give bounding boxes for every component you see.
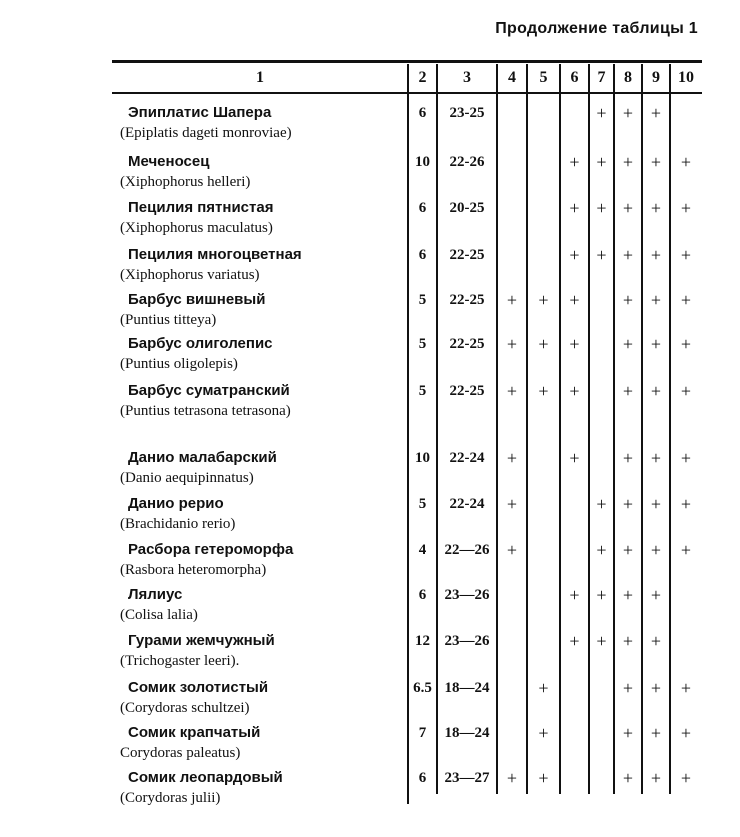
mark-cell (589, 334, 614, 354)
species-name (120, 152, 251, 192)
species-russian-name: Гурами жемчужный (128, 632, 275, 649)
mark-cell: + (538, 290, 549, 310)
species-name (120, 198, 274, 238)
species-name (120, 585, 198, 625)
size-cell: 10 (415, 450, 430, 466)
size-cell: 6 (418, 200, 427, 216)
column-header: 10 (678, 69, 694, 86)
mark-cell (497, 245, 527, 265)
mark-cell: + (680, 245, 692, 265)
mark-cell: + (680, 448, 692, 468)
species-name (120, 334, 273, 374)
mark-cell (497, 152, 527, 172)
temperature-cell: 23—26 (444, 633, 490, 649)
species-name (120, 540, 294, 580)
species-latin-name: (Corydoras schultzei) (120, 700, 250, 716)
species-russian-name: Пецилия пятнистая (128, 199, 274, 216)
mark-cell: + (596, 198, 607, 218)
mark-cell: + (569, 381, 580, 401)
mark-cell (527, 448, 560, 468)
mark-cell (589, 381, 614, 401)
mark-cell: + (622, 198, 634, 218)
species-name (120, 381, 291, 421)
mark-cell: + (680, 768, 692, 788)
mark-cell: + (569, 198, 580, 218)
mark-cell: + (596, 245, 607, 265)
mark-cell (527, 631, 560, 651)
mark-cell (589, 768, 614, 788)
size-cell: 6.5 (413, 680, 432, 696)
size-cell: 5 (418, 292, 427, 308)
species-russian-name: Барбус суматранский (128, 382, 290, 399)
mark-cell: + (569, 448, 580, 468)
mark-cell (527, 103, 560, 123)
mark-cell: + (538, 381, 549, 401)
species-latin-name: (Colisa lalia) (120, 607, 198, 623)
column-header: 1 (256, 69, 264, 86)
column-header: 3 (463, 69, 471, 86)
species-latin-name: (Xiphophorus variatus) (120, 267, 260, 283)
mark-cell: + (650, 768, 662, 788)
species-latin-name: (Epiplatis dageti monroviae) (120, 125, 292, 141)
mark-cell: + (650, 381, 662, 401)
mark-cell (497, 585, 527, 605)
column-header: 9 (652, 69, 660, 86)
mark-cell: + (596, 631, 607, 651)
mark-cell (670, 631, 702, 651)
species-latin-name: (Rasbora heteromorpha) (120, 562, 267, 578)
mark-cell: + (569, 245, 580, 265)
species-name (120, 768, 283, 808)
mark-cell: + (650, 585, 662, 605)
mark-cell: + (569, 152, 580, 172)
column-header: 7 (597, 69, 606, 86)
column-header: 5 (539, 69, 548, 86)
mark-cell: + (680, 334, 692, 354)
species-name (120, 448, 277, 488)
mark-cell: + (650, 678, 662, 698)
mark-cell: + (596, 494, 607, 514)
size-cell: 5 (418, 383, 427, 399)
mark-cell: + (680, 494, 692, 514)
mark-cell (497, 198, 527, 218)
temperature-cell: 22-25 (449, 336, 485, 352)
mark-cell (497, 723, 527, 743)
temperature-cell: 22-25 (449, 383, 485, 399)
species-russian-name: Меченосец (128, 153, 210, 170)
mark-cell: + (506, 381, 518, 401)
species-latin-name: Corydoras paleatus) (120, 745, 241, 761)
mark-cell: + (680, 381, 692, 401)
mark-cell (670, 103, 702, 123)
mark-cell: + (650, 723, 662, 743)
mark-cell: + (650, 448, 662, 468)
species-latin-name: (Brachidanio rerio) (120, 516, 236, 532)
species-russian-name: Пецилия многоцветная (128, 246, 302, 263)
mark-cell (497, 678, 527, 698)
species-name (120, 631, 275, 671)
temperature-cell: 22-25 (449, 292, 485, 308)
mark-cell (670, 585, 702, 605)
species-russian-name: Расбора гетероморфа (128, 541, 294, 558)
species-name (120, 103, 292, 143)
species-name (120, 678, 269, 718)
mark-cell: + (596, 152, 607, 172)
mark-cell (589, 448, 614, 468)
size-cell: 6 (418, 770, 427, 786)
mark-cell: + (506, 768, 518, 788)
mark-cell: + (622, 381, 634, 401)
size-cell: 6 (418, 247, 427, 263)
mark-cell: + (506, 540, 518, 560)
temperature-cell: 22—26 (444, 542, 490, 558)
column-header: 2 (418, 69, 427, 86)
mark-cell: + (569, 631, 580, 651)
mark-cell: + (622, 585, 634, 605)
species-latin-name: (Puntius oligolepis) (120, 356, 238, 372)
species-russian-name: Сомик крапчатый (128, 724, 261, 741)
mark-cell: + (680, 540, 692, 560)
mark-cell: + (596, 540, 607, 560)
mark-cell: + (680, 678, 692, 698)
species-latin-name: (Xiphophorus maculatus) (120, 220, 273, 236)
mark-cell: + (538, 768, 549, 788)
mark-cell: + (650, 290, 662, 310)
temperature-cell: 18—24 (444, 680, 490, 696)
mark-cell: + (650, 494, 662, 514)
temperature-cell: 20-25 (449, 200, 485, 216)
mark-cell (527, 494, 560, 514)
column-header: 6 (570, 69, 579, 86)
size-cell: 4 (418, 542, 427, 558)
species-name (120, 290, 266, 330)
mark-cell (560, 723, 589, 743)
temperature-cell: 22-25 (449, 247, 485, 263)
species-russian-name: Сомик золотистый (128, 679, 269, 696)
table-top-rule (112, 60, 702, 63)
size-cell: 7 (418, 725, 427, 741)
size-cell: 12 (415, 633, 430, 649)
mark-cell: + (596, 585, 607, 605)
mark-cell: + (596, 103, 607, 123)
species-latin-name: (Trichogaster leeri). (120, 653, 240, 669)
mark-cell (560, 768, 589, 788)
species-name (120, 494, 236, 534)
species-latin-name: (Xiphophorus helleri) (120, 174, 251, 190)
species-latin-name: (Corydoras julii) (120, 790, 221, 806)
temperature-cell: 18—24 (444, 725, 490, 741)
mark-cell (589, 678, 614, 698)
table-caption: Продолжение таблицы 1 (495, 20, 698, 37)
mark-cell: + (622, 768, 634, 788)
mark-cell (560, 494, 589, 514)
species-russian-name: Данио рерио (128, 495, 224, 512)
species-latin-name: (Danio aequipinnatus) (120, 470, 254, 486)
mark-cell: + (680, 152, 692, 172)
species-name (120, 245, 302, 285)
species-russian-name: Лялиус (128, 586, 183, 603)
mark-cell: + (622, 103, 634, 123)
temperature-cell: 23—26 (444, 587, 490, 603)
mark-cell: + (622, 678, 634, 698)
mark-cell: + (538, 678, 549, 698)
species-russian-name: Барбус вишневый (128, 291, 266, 308)
temperature-cell: 22-24 (449, 496, 485, 512)
size-cell: 6 (418, 105, 427, 121)
column-header: 4 (508, 69, 516, 86)
mark-cell: + (506, 334, 518, 354)
mark-cell (497, 631, 527, 651)
mark-cell: + (569, 334, 580, 354)
mark-cell: + (622, 723, 634, 743)
mark-cell: + (622, 334, 634, 354)
mark-cell: + (569, 585, 580, 605)
mark-cell (589, 290, 614, 310)
species-russian-name: Данио малабарский (128, 449, 277, 466)
mark-cell: + (622, 448, 634, 468)
mark-cell: + (650, 245, 662, 265)
mark-cell: + (680, 198, 692, 218)
mark-cell: + (650, 152, 662, 172)
mark-cell: + (622, 245, 634, 265)
species-latin-name: (Puntius tetrasona tetrasona) (120, 403, 291, 419)
mark-cell: + (538, 723, 549, 743)
size-cell: 5 (418, 336, 427, 352)
mark-cell: + (622, 540, 634, 560)
mark-cell: + (680, 290, 692, 310)
mark-cell: + (650, 103, 662, 123)
mark-cell: + (506, 494, 518, 514)
size-cell: 5 (418, 496, 427, 512)
mark-cell (527, 198, 560, 218)
mark-cell: + (650, 334, 662, 354)
species-name (120, 723, 261, 763)
mark-cell (560, 103, 589, 123)
mark-cell: + (680, 723, 692, 743)
mark-cell (527, 245, 560, 265)
temperature-cell: 22-26 (449, 154, 485, 170)
mark-cell: + (622, 494, 634, 514)
species-latin-name: (Puntius titteya) (120, 312, 217, 328)
mark-cell (589, 723, 614, 743)
mark-cell (497, 103, 527, 123)
temperature-cell: 23—27 (444, 770, 490, 786)
mark-cell (527, 152, 560, 172)
size-cell: 10 (415, 154, 430, 170)
mark-cell (527, 585, 560, 605)
mark-cell: + (650, 198, 662, 218)
mark-cell: + (650, 540, 662, 560)
mark-cell (560, 540, 589, 560)
mark-cell: + (622, 631, 634, 651)
mark-cell: + (506, 290, 518, 310)
mark-cell (560, 678, 589, 698)
species-russian-name: Сомик леопардовый (128, 769, 283, 786)
mark-cell: + (622, 152, 634, 172)
species-russian-name: Эпиплатис Шапера (128, 104, 272, 121)
mark-cell: + (569, 290, 580, 310)
mark-cell: + (650, 631, 662, 651)
temperature-cell: 22-24 (449, 450, 485, 466)
species-russian-name: Барбус олиголепис (128, 335, 273, 352)
mark-cell: + (538, 334, 549, 354)
column-header: 8 (624, 69, 632, 86)
mark-cell (527, 540, 560, 560)
mark-cell: + (622, 290, 634, 310)
temperature-cell: 23-25 (449, 105, 485, 121)
size-cell: 6 (418, 587, 427, 603)
mark-cell: + (506, 448, 518, 468)
